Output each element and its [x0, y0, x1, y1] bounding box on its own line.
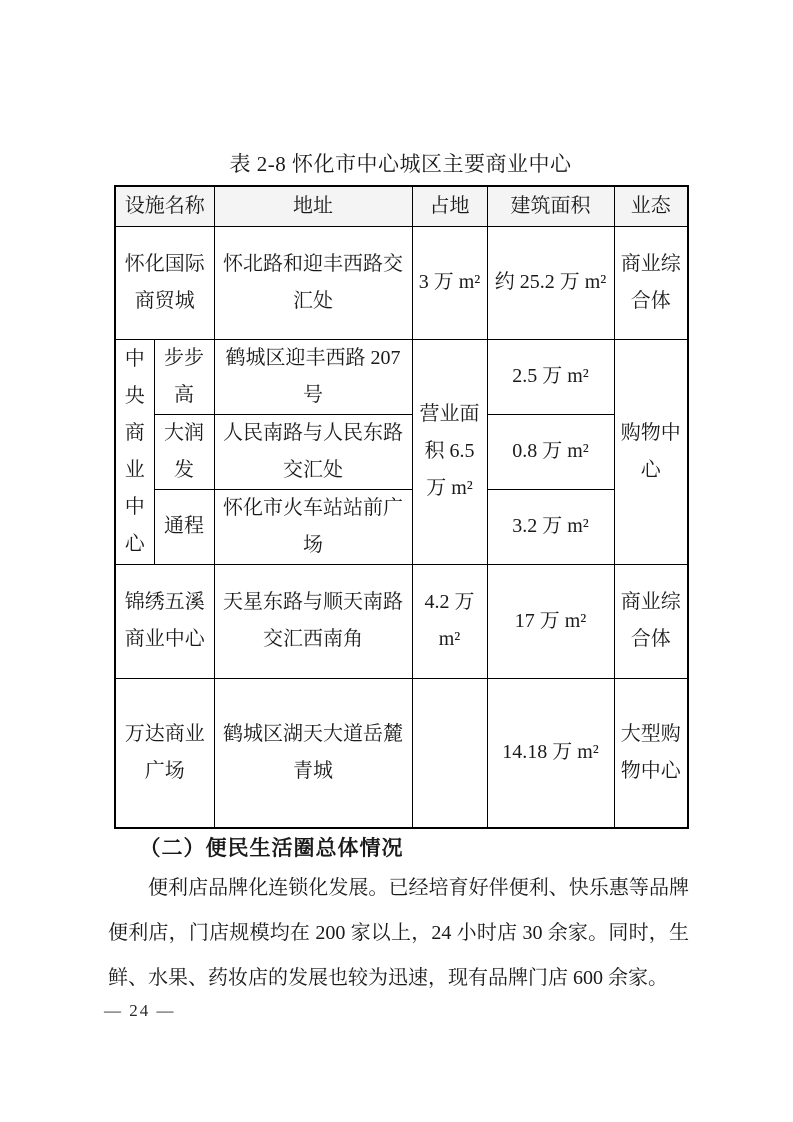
cell-address: 鹤城区湖天大道岳麓青城 — [214, 678, 412, 828]
cell-floor-area: 0.8 万 m² — [487, 414, 614, 489]
cell-floor-area: 约 25.2 万 m² — [487, 226, 614, 339]
header-address: 地址 — [214, 186, 412, 226]
cell-land-area: 营业面积 6.5 万 m² — [412, 339, 487, 564]
header-business-type: 业态 — [614, 186, 688, 226]
table-title: 表 2-8 怀化市中心城区主要商业中心 — [229, 152, 572, 176]
cell-land-area: 3 万 m² — [412, 226, 487, 339]
cell-floor-area: 3.2 万 m² — [487, 489, 614, 564]
cell-business-type: 大型购物中心 — [614, 678, 688, 828]
cell-sub-facility-name: 通程 — [154, 489, 214, 564]
cell-business-type: 商业综合体 — [614, 564, 688, 678]
table-row — [115, 226, 688, 339]
table-row — [115, 564, 688, 678]
header-land-area: 占地 — [412, 186, 487, 226]
cell-facility-name: 锦绣五溪商业中心 — [115, 564, 214, 678]
cell-facility-group-name: 中央商业中心 — [115, 339, 154, 564]
cell-land-area-empty — [412, 678, 487, 828]
cell-facility-name: 怀化国际商贸城 — [115, 226, 214, 339]
cell-address: 鹤城区迎丰西路 207 号 — [214, 339, 412, 414]
cell-address: 怀化市火车站站前广场 — [214, 489, 412, 564]
cell-floor-area: 2.5 万 m² — [487, 339, 614, 414]
table-row — [115, 339, 688, 414]
cell-sub-facility-name: 大润发 — [154, 414, 214, 489]
cell-business-type: 商业综合体 — [614, 226, 688, 339]
cell-address: 天星东路与顺天南路交汇西南角 — [214, 564, 412, 678]
section-heading: （二）便民生活圈总体情况 — [139, 836, 404, 860]
cell-address: 怀北路和迎丰西路交汇处 — [214, 226, 412, 339]
cell-land-area: 4.2 万 m² — [412, 564, 487, 678]
cell-facility-name: 万达商业广场 — [115, 678, 214, 828]
commercial-centers-table — [114, 185, 689, 829]
table-header-row — [115, 186, 688, 226]
cell-floor-area: 14.18 万 m² — [487, 678, 614, 828]
body-paragraph: 便利店品牌化连锁化发展。已经培育好伴便利、快乐惠等品牌便利店，门店规模均在 200 家以上，24 小时店 30 余家。同时，生鲜、水果、药妆店的发展也较为迅速，现有品牌门店 600 余家。 — [108, 877, 689, 989]
header-facility-name: 设施名称 — [115, 186, 214, 226]
cell-floor-area: 17 万 m² — [487, 564, 614, 678]
cell-business-type: 购物中心 — [614, 339, 688, 564]
table-row — [115, 678, 688, 828]
header-floor-area: 建筑面积 — [487, 186, 614, 226]
table-row — [115, 489, 688, 564]
table-row — [115, 414, 688, 489]
cell-address: 人民南路与人民东路交汇处 — [214, 414, 412, 489]
page-number: — 24 — — [104, 1001, 176, 1020]
cell-sub-facility-name: 步步高 — [154, 339, 214, 414]
